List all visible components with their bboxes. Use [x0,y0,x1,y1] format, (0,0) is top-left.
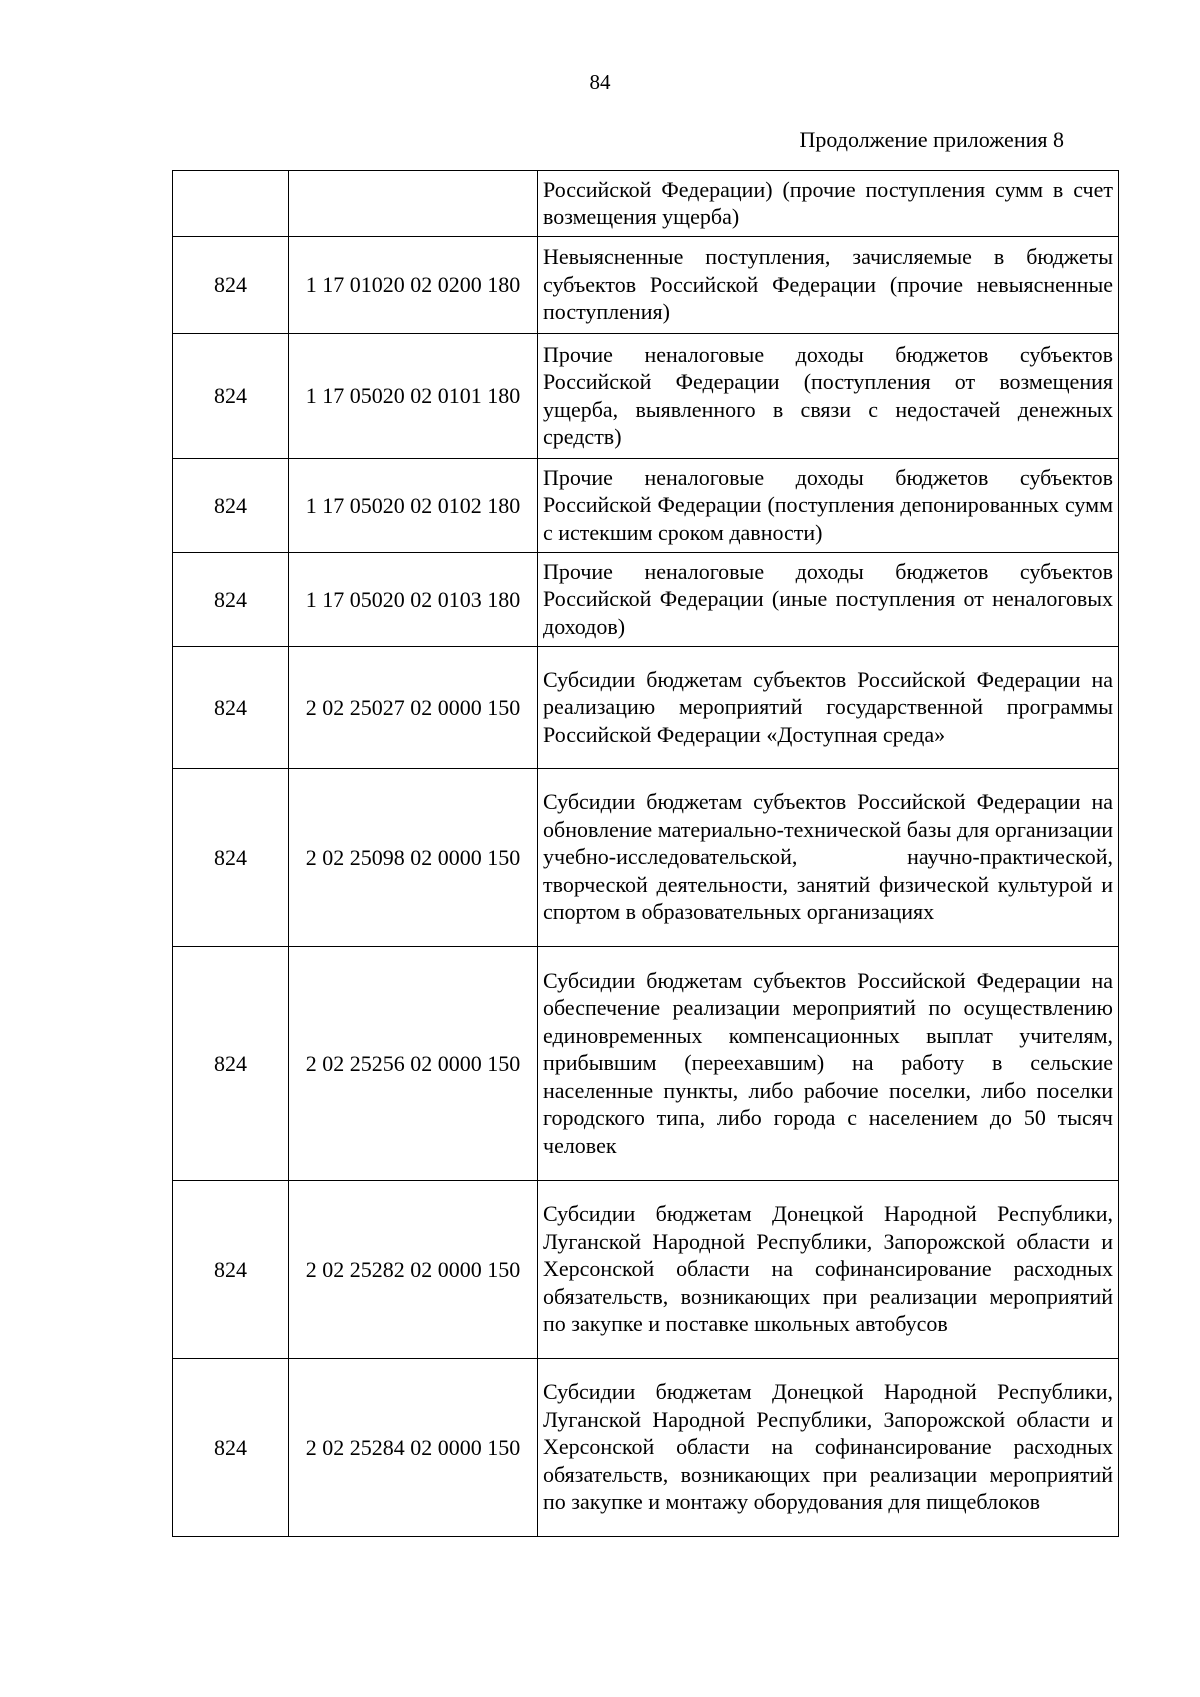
description-cell [538,334,1119,459]
kbk-code-cell: 2 02 25098 02 0000 150 [289,769,538,947]
description-text: Российской Федерации) (прочие поступления сумм в счет возмещения ущерба) [543,176,1113,229]
kbk-code-cell: 2 02 25284 02 0000 150 [289,1359,538,1537]
admin-code-cell: 824 [173,237,289,334]
kbk-code-cell: 1 17 05020 02 0101 180 [289,334,538,459]
table-row [173,237,1119,334]
description-cell [538,459,1119,553]
table-row [173,459,1119,553]
description-text: Субсидии бюджетам субъектов Российской Федерации на обеспечение реализации мероприятий по осуществлению единовременных компенсационных выплат учителям, прибывшим (переехавшим) на работу в сельские населенные пункты, либо рабочие поселки, либо поселки городского типа, либо города с населением до 50 тысяч человек [543,967,1113,1158]
table-row [173,1359,1119,1537]
admin-code-cell: 824 [173,553,289,647]
description-cell [538,1181,1119,1359]
admin-code-cell: 824 [173,1181,289,1359]
table-row [173,647,1119,769]
admin-code-cell: 824 [173,459,289,553]
table-row [173,553,1119,647]
kbk-code-cell: 1 17 05020 02 0102 180 [289,459,538,553]
admin-code-cell: 824 [173,1359,289,1537]
table-row [173,171,1119,237]
description-cell [538,769,1119,947]
description-text: Прочие неналоговые доходы бюджетов субъектов Российской Федерации (поступления от возмещения ущерба, выявленного в связи с недостачей денежных средств) [543,341,1113,449]
description-cell [538,1359,1119,1537]
kbk-code-cell: 1 17 01020 02 0200 180 [289,237,538,334]
description-cell [538,553,1119,647]
admin-code-cell: 824 [173,334,289,459]
description-text: Субсидии бюджетам Донецкой Народной Республики, Луганской Народной Республики, Запорожской области и Херсонской области на софинансирование расходных обязательств, возникающих при реализации мероприятий по закупке и поставке школьных автобусов [543,1201,1113,1337]
admin-code-cell [173,171,289,237]
budget-revenue-table [172,170,1119,1537]
admin-code-cell: 824 [173,647,289,769]
description-cell [538,237,1119,334]
description-text: Субсидии бюджетам субъектов Российской Федерации на реализацию мероприятий государственной программы Российской Федерации «Доступная среда» [543,666,1113,747]
table-row [173,1181,1119,1359]
table-row [173,947,1119,1181]
description-text: Прочие неналоговые доходы бюджетов субъектов Российской Федерации (поступления депонированных сумм с истекшим сроком давности) [543,464,1113,545]
appendix-caption: Продолжение приложения 8 [799,127,1064,152]
table-row [173,769,1119,947]
kbk-code-cell: 1 17 05020 02 0103 180 [289,553,538,647]
kbk-code-cell: 2 02 25027 02 0000 150 [289,647,538,769]
description-text: Субсидии бюджетам Донецкой Народной Республики, Луганской Народной Республики, Запорожской области и Херсонской области на софинансирование расходных обязательств, возникающих при реализации мероприятий по закупке и монтажу оборудования для пищеблоков [543,1379,1113,1515]
admin-code-cell: 824 [173,769,289,947]
kbk-code-cell: 2 02 25256 02 0000 150 [289,947,538,1181]
table-row [173,334,1119,459]
kbk-code-cell: 2 02 25282 02 0000 150 [289,1181,538,1359]
description-cell [538,947,1119,1181]
kbk-code-cell [289,171,538,237]
admin-code-cell: 824 [173,947,289,1181]
description-text: Прочие неналоговые доходы бюджетов субъектов Российской Федерации (иные поступления от неналоговых доходов) [543,558,1113,639]
page-number: 84 [589,70,611,94]
description-text: Субсидии бюджетам субъектов Российской Федерации на обновление материально-технической базы для организации учебно-исследовательской, научно-практической, творческой деятельности, занятий физической культурой и спортом в образовательных организациях [543,789,1113,925]
description-cell [538,171,1119,237]
description-text: Невыясненные поступления, зачисляемые в бюджеты субъектов Российской Федерации (прочие невыясненные поступления) [543,244,1113,325]
description-cell [538,647,1119,769]
